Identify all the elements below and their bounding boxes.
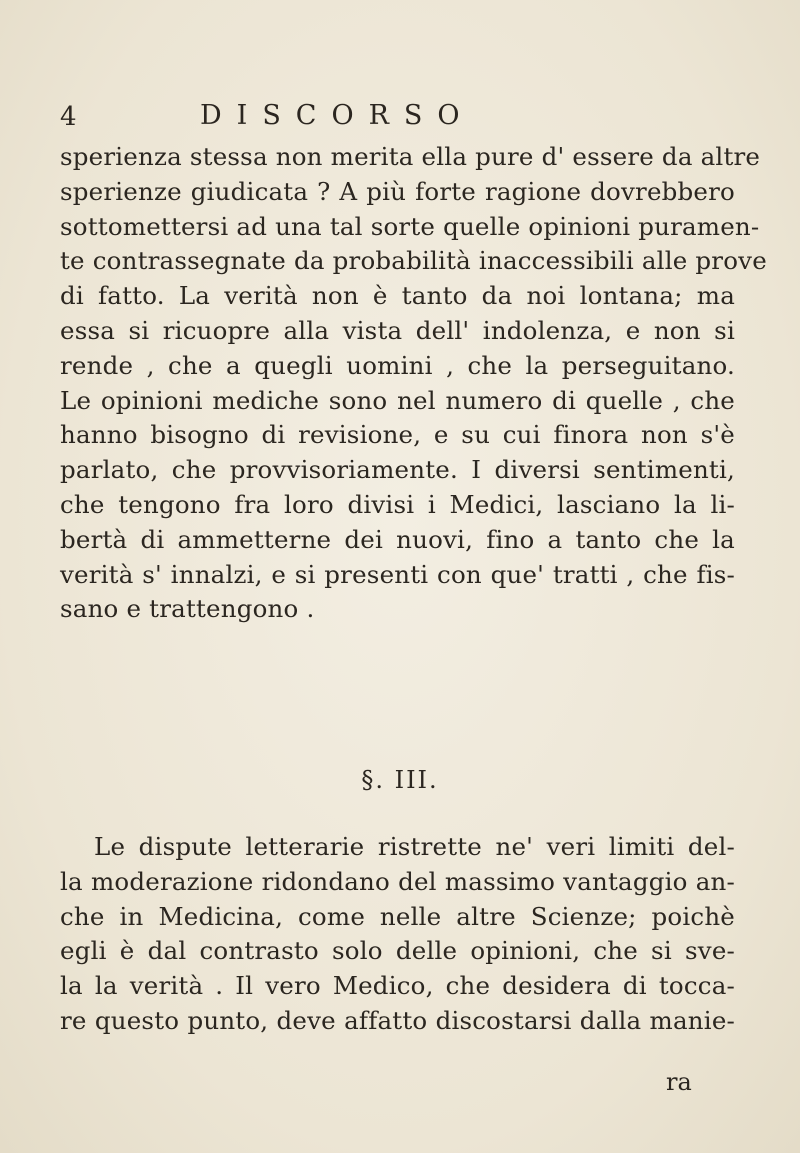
text-line: verità s' innalzi, e si presenti con que' tratti , che fis- [60, 559, 735, 589]
text-line: che tengono fra loro divisi i Medici, lasciano la li- [60, 489, 735, 519]
text-line: la la verità . Il vero Medico, che desidera di tocca- [60, 971, 735, 1001]
text-line: rende , che a quegli uomini , che la perseguitano. [60, 350, 735, 380]
running-title: DISCORSO [200, 100, 475, 131]
text-line: sperienze giudicata ? A più forte ragione dovrebbero [60, 176, 735, 206]
section-heading: §. III. [361, 766, 439, 794]
text-line: sottomettersi ad una tal sorte quelle opinioni puramen- [60, 211, 760, 241]
text-line: hanno bisogno di revisione, e su cui finora non s'è [60, 420, 735, 450]
text-line: re questo punto, deve affatto discostarsi dalla manie- [60, 1005, 735, 1035]
text-line: sperienza stessa non merita ella pure d' essere da altre [60, 142, 761, 171]
catchword: ra [666, 1068, 692, 1096]
text-line: te contrassegnate da probabilità inaccessibili alle prove [60, 246, 767, 276]
text-line: la moderazione ridondano del massimo vantaggio an- [60, 866, 735, 896]
text-line: Le dispute letterarie ristrette ne' veri limiti del- [94, 832, 735, 861]
text-line: essa si ricuopre alla vista dell' indolenza, e non si [60, 315, 735, 345]
text-line: egli è dal contrasto solo delle opinioni, che si sve- [60, 936, 735, 966]
paragraph-2 [60, 830, 735, 1039]
page-number: 4 [60, 102, 77, 132]
paragraph-1 [60, 140, 767, 627]
text-line: che in Medicina, come nelle altre Scienze; poichè [60, 901, 735, 931]
page-header [60, 98, 700, 138]
text-line: bertà di ammetterne dei nuovi, fino a tanto che la [60, 524, 735, 554]
text-line: di fatto. La verità non è tanto da noi lontana; ma [60, 281, 735, 311]
text-line: Le opinioni mediche sono nel numero di quelle , che [60, 385, 735, 415]
text-line: parlato, che provvisoriamente. I diversi sentimenti, [60, 455, 735, 485]
text-line: sano e trattengono . [60, 594, 315, 624]
